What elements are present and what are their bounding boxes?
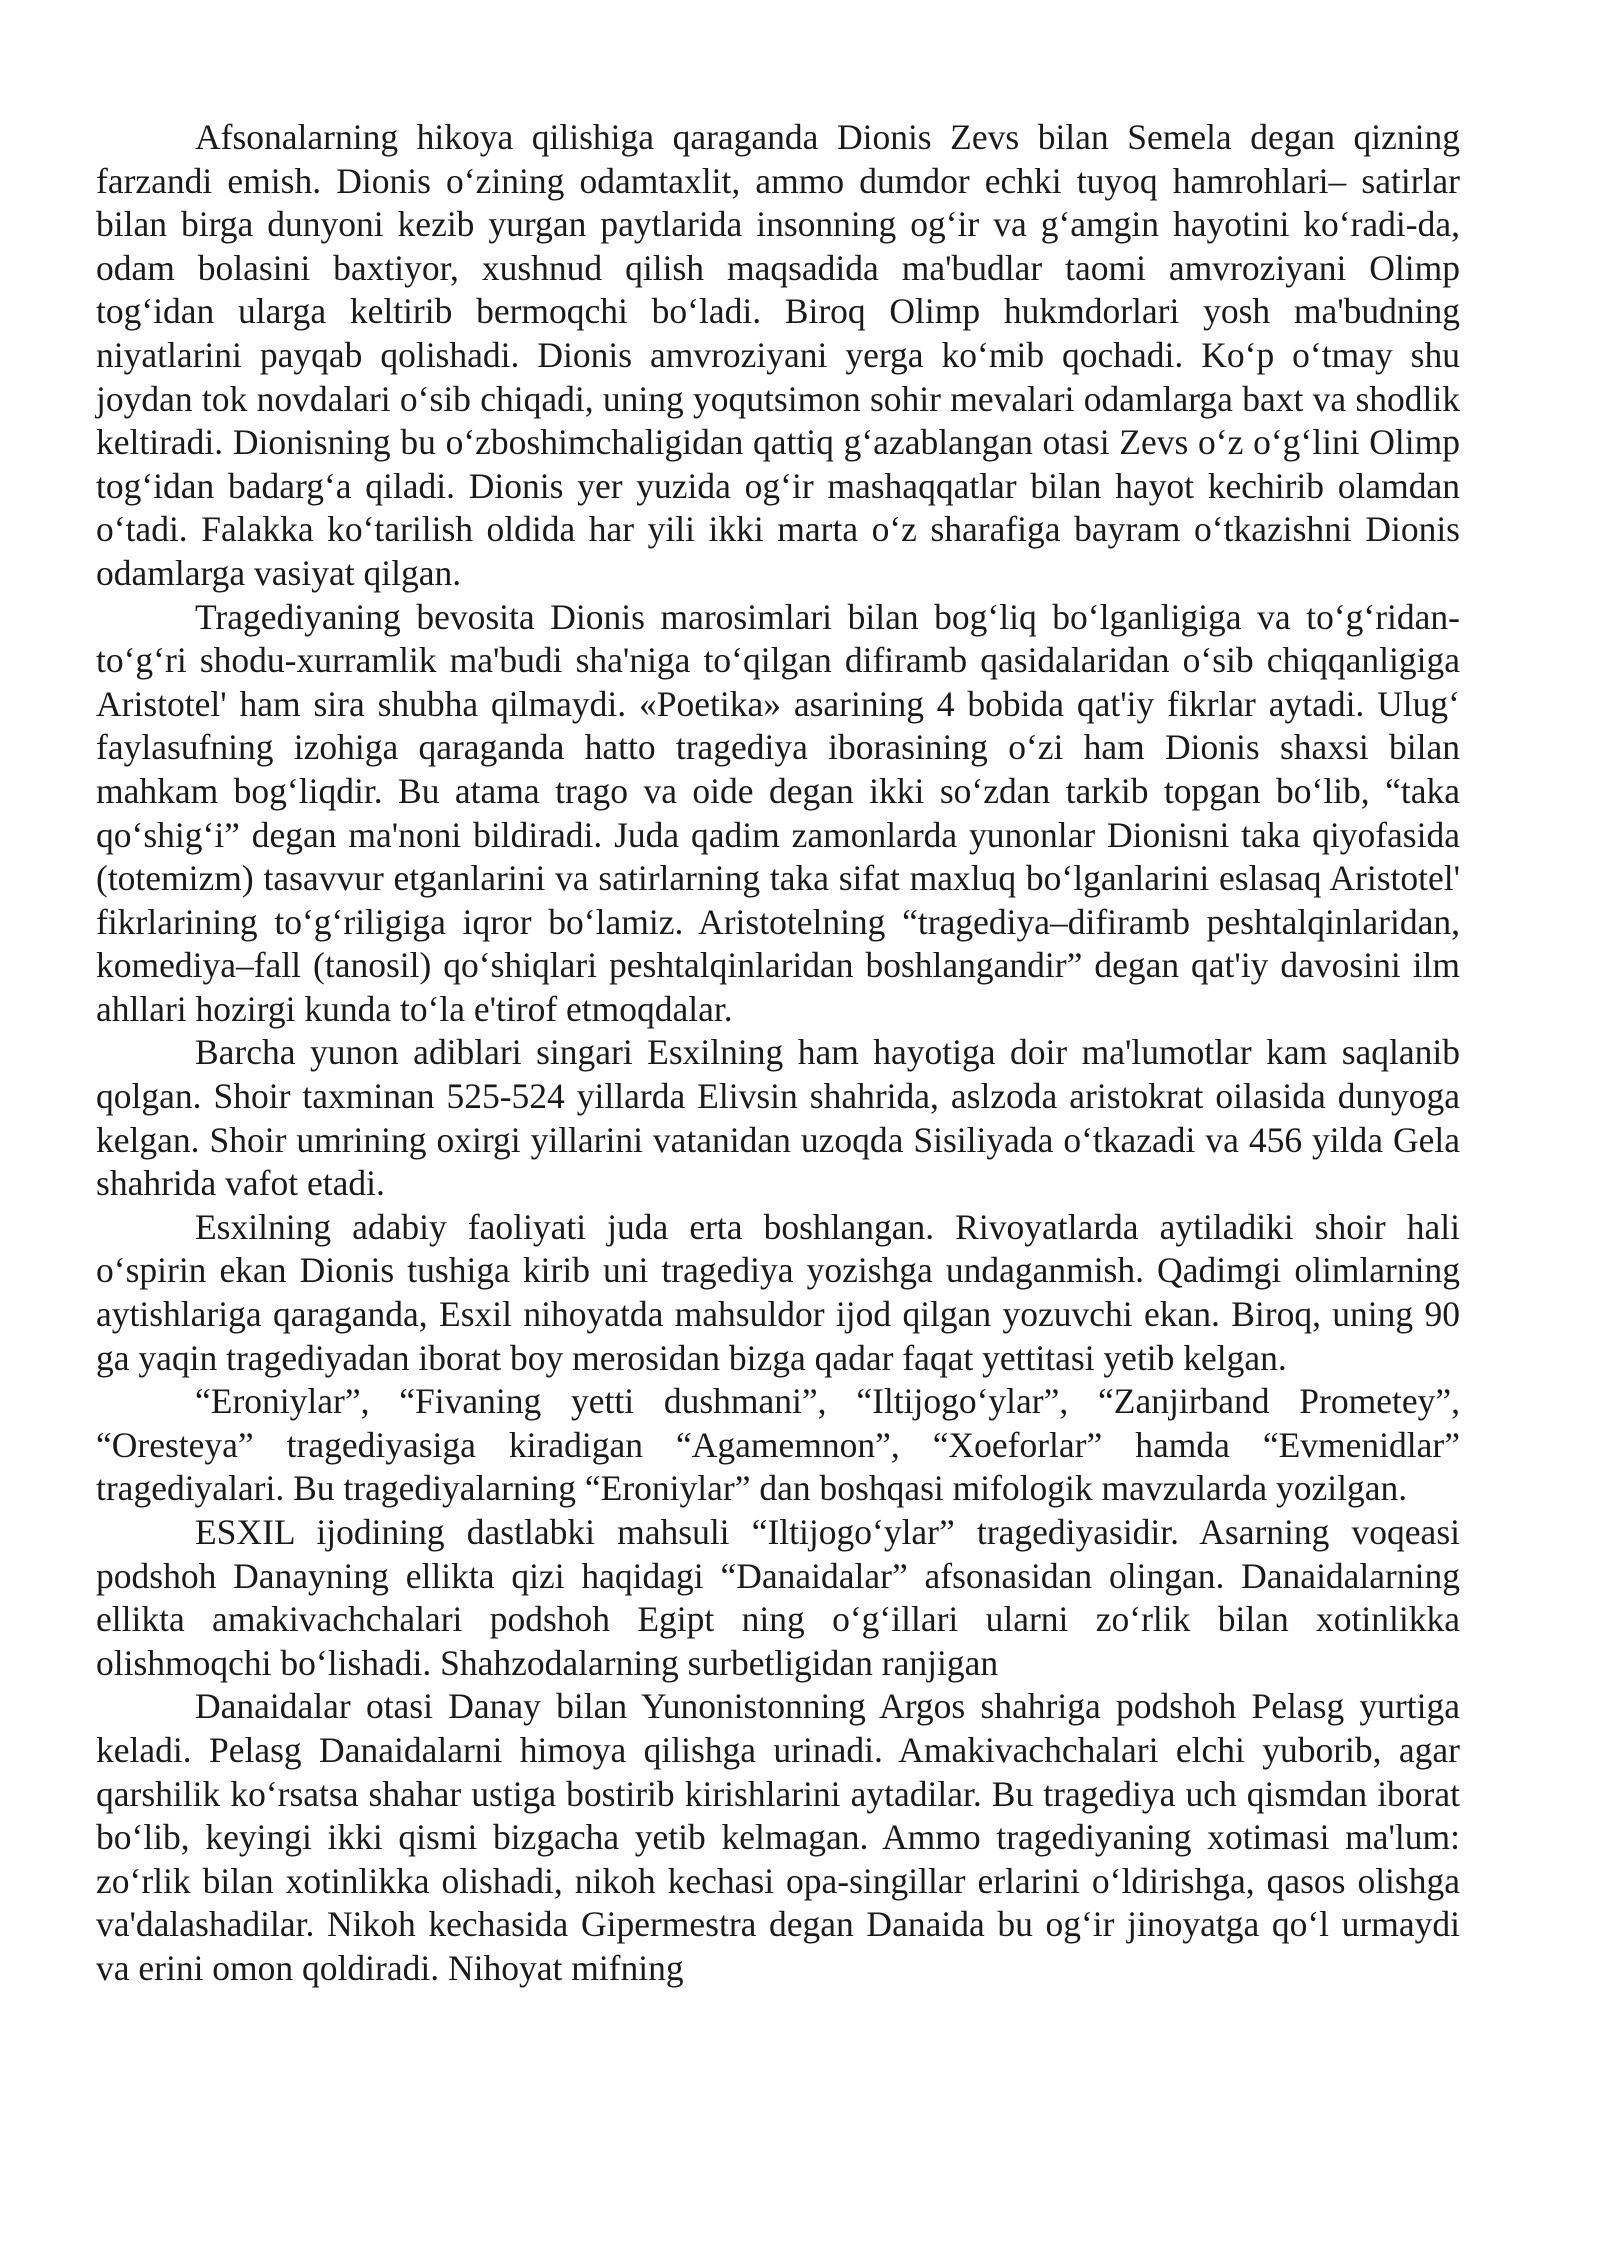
paragraph-esxil-career: Esxilning adabiy faoliyati juda erta boshlangan. Rivoyatlarda aytiladiki shoir hali o‘spirin ekan Dionis tushiga kirib uni tragediya yozishga undaganmish. Qadimgi olimlarning aytishlariga qaraganda, Esxil nihoyatda mahsuldor ijod qilgan yozuvchi ekan. Biroq, uning 90 ga yaqin tragediyadan iborat boy merosidan bizga qadar faqat yettitasi yetib kelgan. <box>96 1206 1460 1378</box>
paragraph-danaidalar: Danaidalar otasi Danay bilan Yunonistonning Argos shahriga podshoh Pelasg yurtiga keladi. Pelasg Danaidalarni himoya qilishga urinadi. Amakivachchalari elchi yuborib, agar qarshilik ko‘rsatsa shahar ustiga bostirib kirishlarini aytadilar. Bu tragediya uch qismdan iborat bo‘lib, keyingi ikki qismi bizgacha yetib kelmagan. Ammo tragediyaning xotimasi ma'lum: zo‘rlik bilan xotinlikka olishadi, nikoh kechasi opa-singillar erlarini o‘ldirishga, qasos olishga va'dalashadilar. Nikoh kechasida Gipermestra degan Danaida bu og‘ir jinoyatga qo‘l urmaydi va erini omon qoldiradi. Nihoyat mifning <box>96 1686 1460 1988</box>
paragraph-iltijogoylar: ESXIL ijodining dastlabki mahsuli “Iltijogo‘ylar” tragediyasidir. Asarning voqeasi podshoh Danayning ellikta qizi haqidagi “Danaidalar” afsonasidan olingan. Danaidalarning ellikta amakivachchalari podshoh Egipt ning o‘g‘illari ularni zo‘rlik bilan xotinlikka olishmoqchi bo‘lishadi. Shahzodalarning surbetligidan ranjigan <box>96 1512 1460 1683</box>
paragraph-dionis-myth: Afsonalarning hikoya qilishiga qaraganda Dionis Zevs bilan Semela degan qizning farzandi emish. Dionis o‘zining odamtaxlit, ammo dumdor echki tuyoq hamrohlari– satirlar bilan birga dunyoni kezib yurgan paytlarida insonning og‘ir va g‘amgin hayotini ko‘radi-da, odam bolasini baxtiyor, xushnud qilish maqsadida ma'budlar taomi amvroziyani Olimp tog‘idan ularga keltirib bermoqchi bo‘ladi. Biroq Olimp hukmdorlari yosh ma'budning niyatlarini payqab qolishadi. Dionis amvroziyani yerga ko‘mib qochadi. Ko‘p o‘tmay shu joydan tok novdalari o‘sib chiqadi, uning yoqutsimon sohir mevalari odamlarga baxt va shodlik keltiradi. Dionisning bu o‘zboshimchaligidan qattiq g‘azablangan otasi Zevs o‘z o‘g‘lini Olimp tog‘idan badarg‘a qiladi. Dionis yer yuzida og‘ir mashaqqatlar bilan hayot kechirib olamdan o‘tadi. Falakka ko‘tarilish oldida har yili ikki marta o‘z sharafiga bayram o‘tkazishni Dionis odamlarga vasiyat qilgan. <box>96 117 1460 593</box>
paragraph-tragedy-origin: Tragediyaning bevosita Dionis marosimlari bilan bog‘liq bo‘lganligiga va to‘g‘ridan-to‘g‘ri shodu-xurramlik ma'budi sha'niga to‘qilgan difiramb qasidalaridan o‘sib chiqqanligiga Aristotel' ham sira shubha qilmaydi. «Poetika» asarining 4 bobida qat'iy fikrlar aytadi. Ulug‘ faylasufning izohiga qaraganda hatto tragediya iborasining o‘zi ham Dionis shaxsi bilan mahkam bog‘liqdir. Bu atama trago va oide degan ikki so‘zdan tarkib topgan bo‘lib, “taka qo‘shig‘i” degan ma'noni bildiradi. Juda qadim zamonlarda yunonlar Dionisni taka qiyofasida (totemizm) tasavvur etganlarini va satirlarning taka sifat maxluq bo‘lganlarini eslasaq Aristotel' fikrlarining to‘g‘riligiga iqror bo‘lamiz. Aristotelning “tragediya–difiramb peshtalqinlaridan, komediya–fall (tanosil) qo‘shiqlari peshtalqinlaridan boshlangandir” degan qat'iy davosini ilm ahllari hozirgi kunda to‘la e'tirof etmoqdalar. <box>96 596 1460 1029</box>
paragraph-esxil-biography: Barcha yunon adiblari singari Esxilning ham hayotiga doir ma'lumotlar kam saqlanib qolgan. Shoir taxminan 525-524 yillarda Elivsin shahrida, aslzoda aristokrat oilasida dunyoga kelgan. Shoir umrining oxirgi yillarini vatanidan uzoqda Sisiliyada o‘tkazadi va 456 yilda Gela shahrida vafot etadi. <box>96 1032 1460 1204</box>
paragraph-esxil-works: “Eroniylar”, “Fivaning yetti dushmani”, “Iltijogo‘ylar”, “Zanjirband Prometey”, “Oresteya” tragediyasiga kiradigan “Agamemnon”, “Xoeforlar” hamda “Evmenidlar” tragediyalari. Bu tragediyalarning “Eroniylar” dan boshqasi mifologik mavzularda yozilgan. <box>96 1381 1460 1509</box>
document-page <box>96 116 1460 1991</box>
